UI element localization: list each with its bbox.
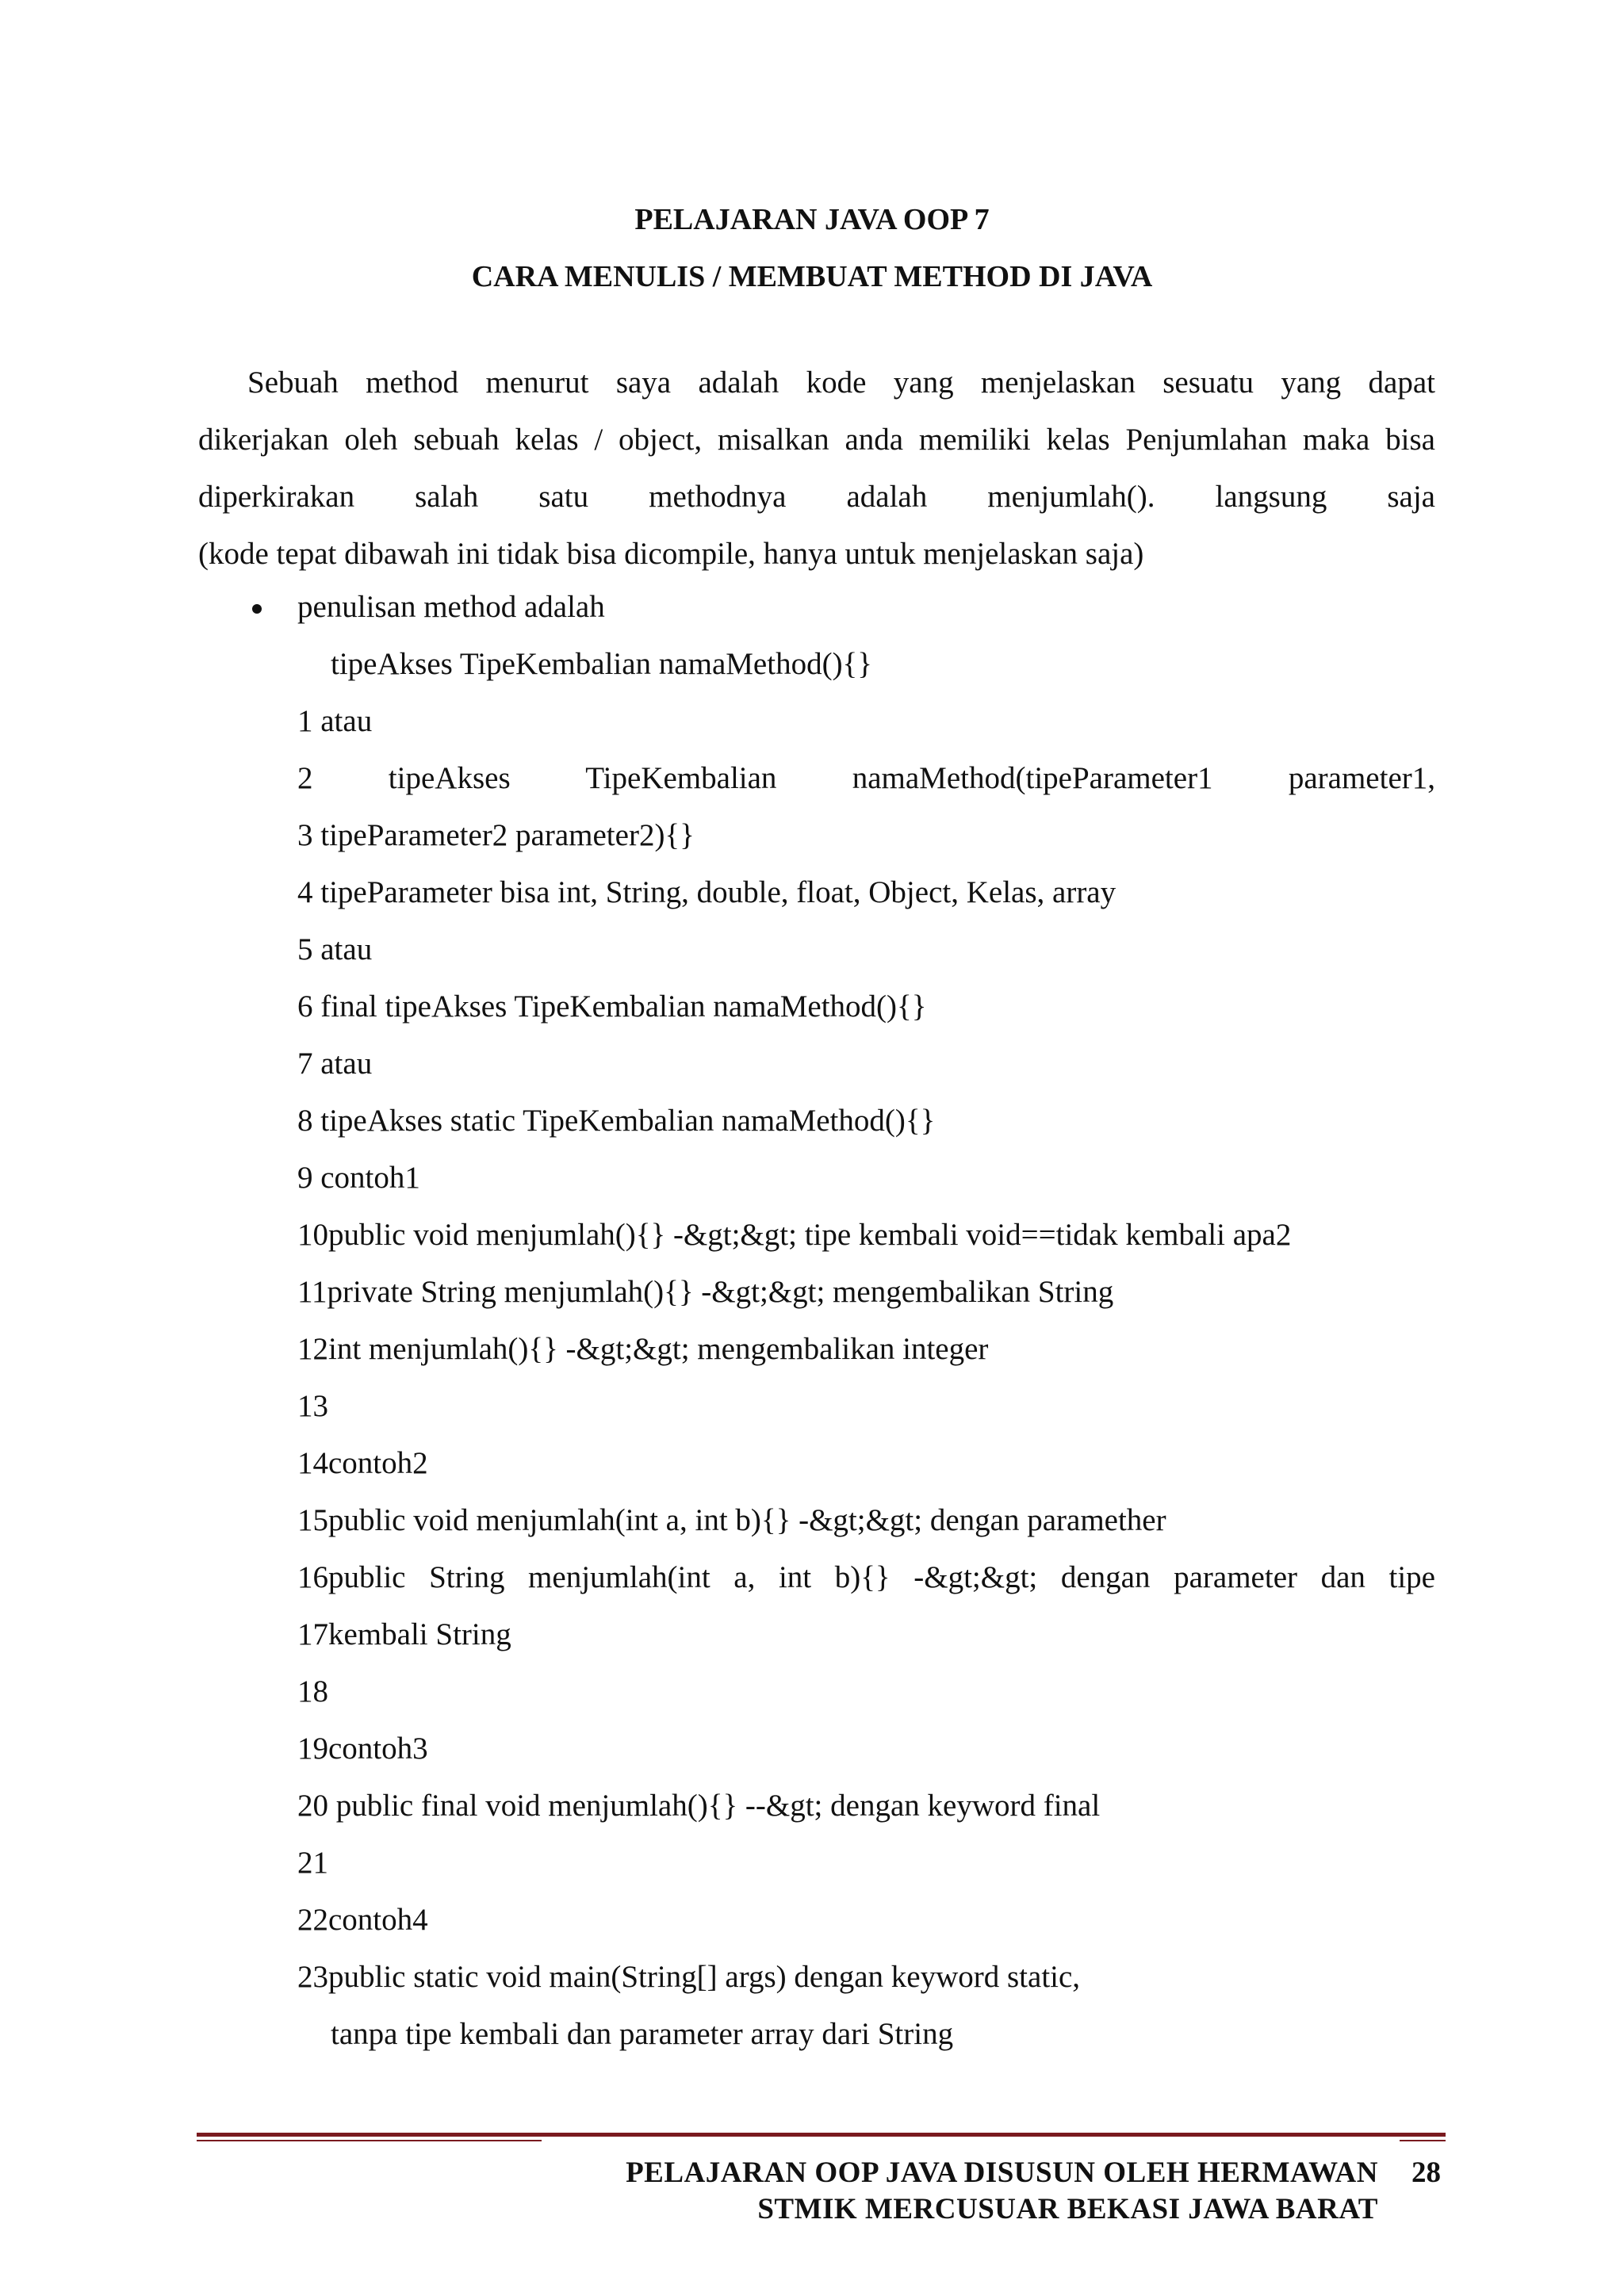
code-line: 10public void menjumlah(){} -&gt;&gt; tipe kembali void==tidak kembali apa2 xyxy=(297,1218,1292,1252)
code-line: 23public static void main(String[] args) dengan keyword static, xyxy=(297,1960,1081,1994)
bullet-dot-icon xyxy=(252,604,262,614)
code-line: 15public void menjumlah(int a, int b){} -&gt;&gt; dengan paramether xyxy=(297,1503,1166,1537)
code-listing xyxy=(297,636,1435,2063)
code-line: 19contoh3 xyxy=(297,1732,428,1766)
footer-rule xyxy=(197,2133,1446,2137)
code-line: 22contoh4 xyxy=(297,1903,428,1937)
code-line: tipeAkses TipeKembalian namaMethod(){} xyxy=(331,647,872,681)
code-line: 2 tipeAkses TipeKembalian namaMethod(tipeParameter1 parameter1, xyxy=(297,761,1435,795)
code-line: 1 atau xyxy=(297,704,373,738)
code-line: 12int menjumlah(){} -&gt;&gt; mengembalikan integer xyxy=(297,1332,989,1366)
code-line: 8 tipeAkses static TipeKembalian namaMethod(){} xyxy=(297,1104,936,1138)
intro-line: diperkirakan salah satu methodnya adalah menjumlah(). langsung saja xyxy=(198,480,1435,514)
code-line: 4 tipeParameter bisa int, String, double, float, Object, Kelas, array xyxy=(297,875,1116,909)
page-subtitle: CARA MENULIS / MEMBUAT METHOD DI JAVA xyxy=(471,260,1153,293)
code-line: 21 xyxy=(297,1846,328,1880)
code-line: tanpa tipe kembali dan parameter array dari String xyxy=(331,2017,954,2051)
footer-rule-thin xyxy=(197,2140,542,2141)
page-title: PELAJARAN JAVA OOP 7 xyxy=(634,203,990,236)
intro-line: (kode tepat dibawah ini tidak bisa dicompile, hanya untuk menjelaskan saja) xyxy=(198,537,1144,571)
intro-line: Sebuah method menurut saya adalah kode yang menjelaskan sesuatu yang dapat xyxy=(247,365,1435,400)
code-line: 14contoh2 xyxy=(297,1446,428,1480)
code-line: 6 final tipeAkses TipeKembalian namaMethod(){} xyxy=(297,989,927,1024)
code-line: 9 contoh1 xyxy=(297,1161,420,1195)
footer-author: PELAJARAN OOP JAVA DISUSUN OLEH HERMAWAN xyxy=(626,2156,1378,2189)
code-line: 5 atau xyxy=(297,932,373,966)
code-line: 11private String menjumlah(){} -&gt;&gt; mengembalikan String xyxy=(297,1275,1114,1309)
code-line: 13 xyxy=(297,1389,328,1423)
page-number: 28 xyxy=(1411,2156,1441,2189)
code-line: 3 tipeParameter2 parameter2){} xyxy=(297,818,695,852)
code-line: 16public String menjumlah(int a, int b){} -&gt;&gt; dengan parameter dan tipe xyxy=(297,1560,1435,1594)
bullet-text: penulisan method adalah xyxy=(297,590,605,624)
footer-institution: STMIK MERCUSUAR BEKASI JAWA BARAT xyxy=(757,2193,1378,2225)
code-line: 20 public final void menjumlah(){} --&gt; dengan keyword final xyxy=(297,1789,1101,1823)
intro-line: dikerjakan oleh sebuah kelas / object, misalkan anda memiliki kelas Penjumlahan maka bisa xyxy=(198,423,1435,457)
code-line: 7 atau xyxy=(297,1047,373,1081)
footer-rule-thin xyxy=(1400,2140,1446,2141)
code-line: 17kembali String xyxy=(297,1617,511,1651)
code-line: 18 xyxy=(297,1674,328,1709)
